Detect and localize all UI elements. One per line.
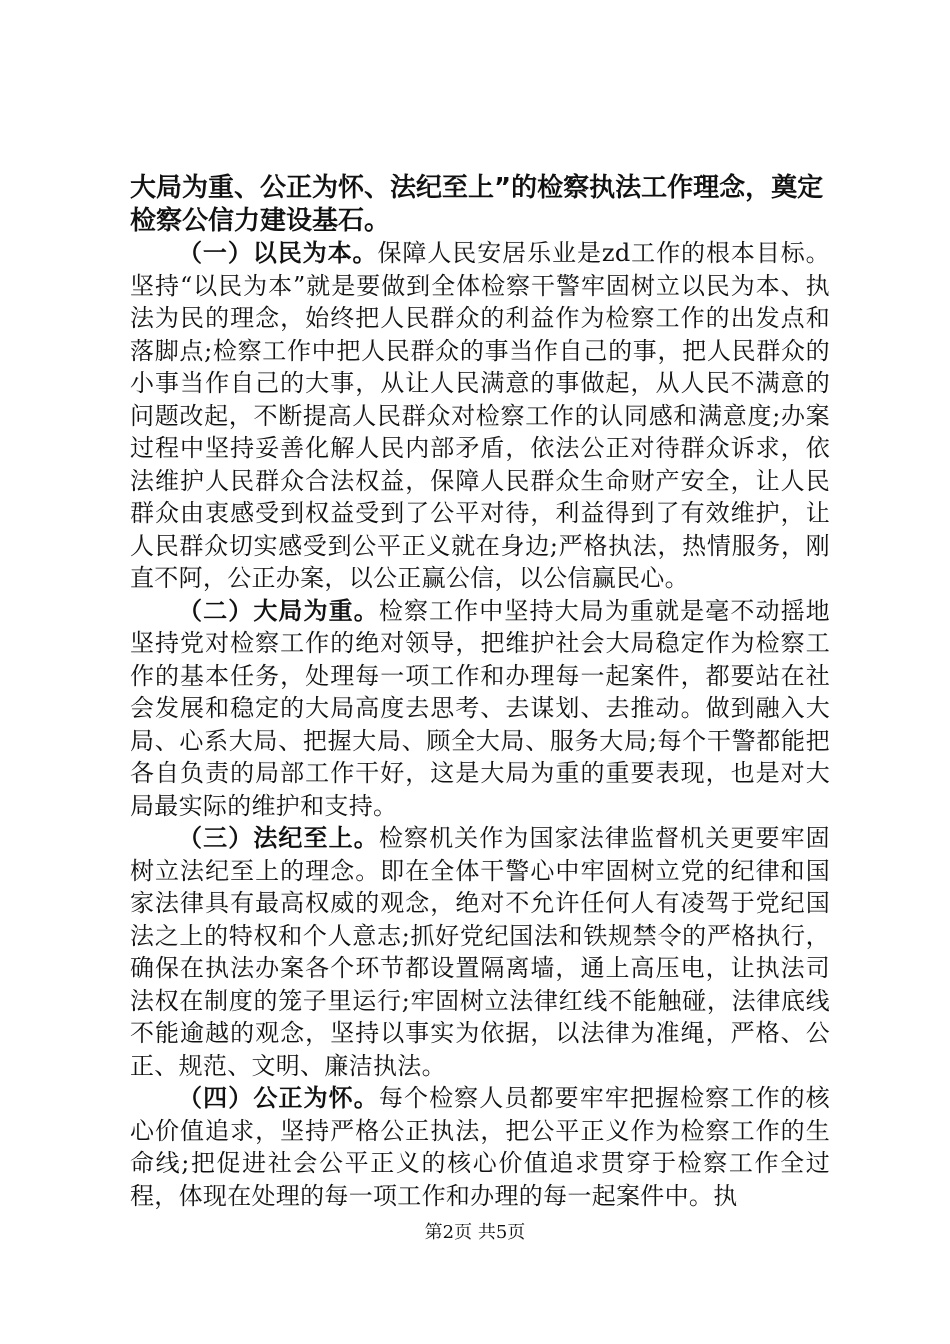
section-2-paragraph — [130, 595, 830, 823]
document-body — [130, 172, 830, 1212]
page-number: 第2页 共5页 — [424, 1222, 526, 1243]
section-4-body: 每个检察人员都要牢牢把握检察工作的核心价值追求，坚持严格公正执法，把公平正义作为检察工作的生命线;把促进社会公平正义的核心价值追求贯穿于检察工作全过程，体现在处理的每一项工作和办理的每一起案件中。执 — [130, 1084, 830, 1210]
intro-paragraph — [130, 172, 830, 237]
section-1-body: 保障人民安居乐业是zd工作的根本目标。坚持“以民为本”就是要做到全体检察干警牢固树立以民为本、执法为民的理念，始终把人民群众的利益作为检察工作的出发点和落脚点;检察工作中把人民群众的事当作自己的事，把人民群众的小事当作自己的大事，从让人民满意的事做起，从人民不满意的问题改起，不断提高人民群众对检察工作的认同感和满意度;办案过程中坚持妥善化解人民内部矛盾，依法公正对待群众诉求，依法维护人民群众合法权益，保障人民群众生命财产安全，让人民群众由衷感受到权益受到了公平对待，利益得到了有效维护，让人民群众切实感受到公平正义就在身边;严格执法，热情服务，刚直不阿，公正办案，以公正赢公信，以公信赢民心。 — [130, 239, 830, 592]
section-1-paragraph — [130, 237, 830, 595]
section-2-body: 检察工作中坚持大局为重就是毫不动摇地坚持党对检察工作的绝对领导，把维护社会大局稳定作为检察工作的基本任务，处理每一项工作和办理每一起案件，都要站在社会发展和稳定的大局高度去思考、去谋划、去推动。做到融入大局、心系大局、把握大局、顾全大局、服务大局;每个干警都能把各自负责的局部工作干好，这是大局为重的重要表现，也是对大局最实际的维护和支持。 — [130, 596, 830, 820]
section-3-paragraph — [130, 822, 830, 1082]
intro-line-2: 检察公信力建设基石。 — [130, 205, 391, 236]
section-4-paragraph — [130, 1082, 830, 1212]
section-2-heading: （二）大局为重。 — [178, 596, 379, 625]
page-footer — [0, 1218, 950, 1244]
intro-line-1: 大局为重、公正为怀、法纪至上”的检察执法工作理念，奠定 — [130, 173, 824, 203]
section-4-heading: （四）公正为怀。 — [178, 1084, 379, 1112]
section-1-heading: （一）以民为本。 — [178, 239, 378, 267]
section-3-heading: （三）法纪至上。 — [178, 824, 379, 852]
section-3-body: 检察机关作为国家法律监督机关更要牢固树立法纪至上的理念。即在全体干警心中牢固树立党的纪律和国家法律具有最高权威的观念，绝对不允许任何人有凌驾于党纪国法之上的特权和个人意志;抓好党纪国法和铁规禁令的严格执行，确保在执法办案各个环节都设置隔离墙，通上高压电，让执法司法权在制度的笼子里运行;牢固树立法律红线不能触碰，法律底线不能逾越的观念，坚持以事实为依据，以法律为准绳，严格、公正、规范、文明、廉洁执法。 — [130, 824, 830, 1080]
